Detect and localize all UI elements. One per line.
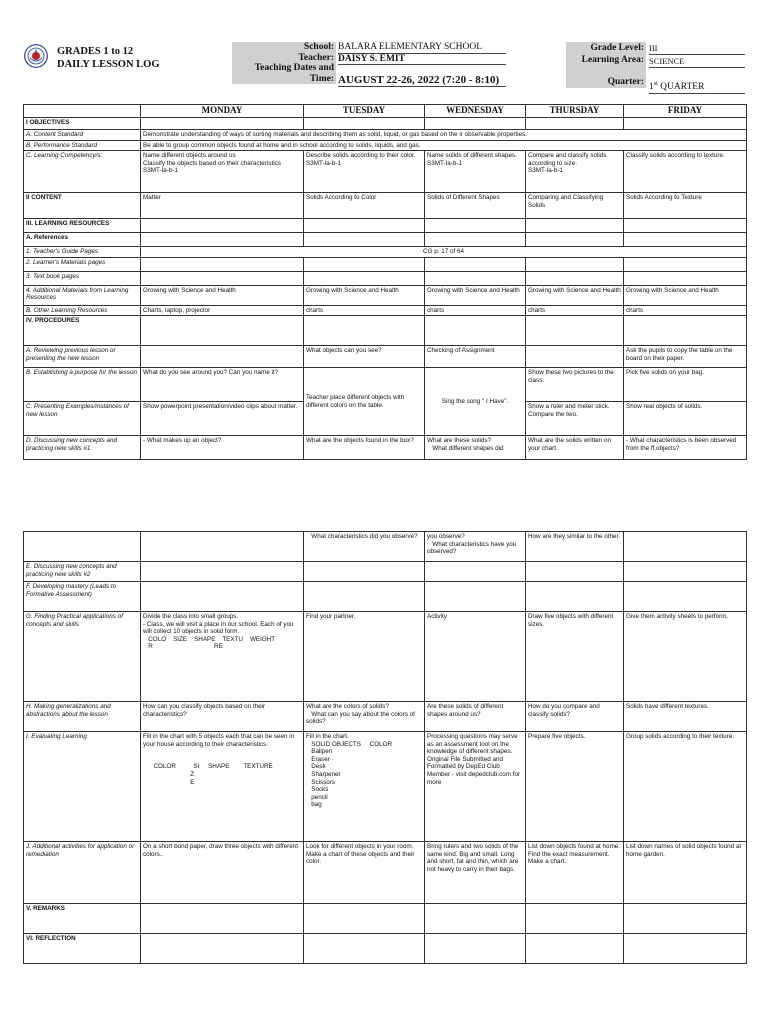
- continued-thursday: How are they similar to the other.: [526, 532, 624, 562]
- other-thursday: charts: [526, 305, 624, 316]
- table-row: [24, 562, 747, 582]
- step-a-monday: [141, 346, 304, 368]
- competency-wednesday: Name solids of different shapes. S3MT-Ia-b-1: [425, 151, 526, 193]
- table-row: [24, 247, 747, 258]
- step-e-label: E. Discussing new concepts and practicing new skills #2: [24, 562, 141, 582]
- step-g-wednesday: Activity: [425, 612, 526, 702]
- table-row: [24, 436, 747, 460]
- performance-standard-label: B. Performance Standard: [24, 140, 141, 151]
- step-j-tuesday: Look for different objects in your room. Make a chart of these objects and their color.: [304, 842, 425, 904]
- table-row: [24, 305, 747, 316]
- textbook-pages-label: 3. Text book pages: [24, 271, 141, 285]
- area-label: Learning Area:: [581, 55, 644, 65]
- step-d-friday: - What characteristics is been observed from the ff.objects?: [624, 436, 747, 460]
- step-j-monday: On a short bond paper, draw three objects with different colors..: [141, 842, 304, 904]
- area-value: SCIENCE: [649, 55, 745, 68]
- step-i-friday: Group solids according to their texture.: [624, 732, 747, 842]
- performance-standard-text: Be able to group common objects found at home and in school according to solids, liquids, and gas.: [141, 140, 747, 151]
- logo-text: [57, 45, 160, 71]
- additional-tuesday: Growing with Science and Health: [304, 285, 425, 305]
- content-thursday: Comparing and Classifying Solids: [526, 193, 624, 219]
- additional-materials-label: 4. Additional Materials from Learning Resources: [24, 285, 141, 305]
- additional-friday: Growing with Science and Health: [624, 285, 747, 305]
- step-h-label: H. Making generalizations and abstractions about the lesson: [24, 702, 141, 732]
- day-header-thursday: THURSDAY: [526, 105, 624, 118]
- step-h-thursday: How do you compare and classify solids?: [526, 702, 624, 732]
- grade-values: [649, 42, 745, 94]
- step-d-thursday: What are the solids written on your chart.: [526, 436, 624, 460]
- teacher-label: Teacher:: [298, 52, 334, 63]
- grade-value: III: [649, 42, 745, 55]
- school-label: School:: [303, 42, 334, 52]
- day-header-tuesday: TUESDAY: [304, 105, 425, 118]
- lesson-table-page-1: [23, 104, 747, 460]
- dates-label-2: Time:: [309, 73, 334, 84]
- quarter-value: 1st QUARTER: [649, 78, 745, 94]
- table-row: [24, 140, 747, 151]
- table-row: [24, 257, 747, 271]
- additional-monday: Growing with Science and Health: [141, 285, 304, 305]
- step-b-label: B. Establishing a purpose for the lesson: [24, 368, 141, 402]
- table-row: [24, 582, 747, 612]
- step-b-wednesday: Sing the song " I Have".: [425, 368, 526, 436]
- step-b-tuesday: Teacher place different objects with different colors on the table.: [304, 368, 425, 436]
- step-g-tuesday: Find your partner.: [304, 612, 425, 702]
- table-row: [24, 193, 747, 219]
- grade-labels: [566, 42, 646, 88]
- step-b-friday: Pick five solids on your bag.: [624, 368, 747, 402]
- logo-line-1: GRADES 1 to 12: [57, 46, 134, 57]
- other-wednesday: charts: [425, 305, 526, 316]
- content-standard-text: Demonstrate understanding of ways of sorting materials and describing them as solid, liquid, or gas based on the ir observable properties.: [141, 130, 747, 141]
- step-d-monday: - What makes up an object?: [141, 436, 304, 460]
- step-c-friday: Show real objects of solids.: [624, 402, 747, 436]
- day-header-monday: MONDAY: [141, 105, 304, 118]
- competency-friday: Classify solids according to texture.: [624, 151, 747, 193]
- table-row: [24, 271, 747, 285]
- step-g-label: G. Finding Practical applications of concepts and skills: [24, 612, 141, 702]
- table-row: [24, 732, 747, 842]
- table-row: [24, 842, 747, 904]
- step-j-thursday: List down objects found at home. Find the exact measurement. Make a chart.: [526, 842, 624, 904]
- step-j-label: J. Additional activities for application or remediation: [24, 842, 141, 904]
- step-i-tuesday: Fill in the chart. SOLID OBJECTS COLOR Ballpen Eraser Desk Sharpener Scissors Socks pencil bag: [304, 732, 425, 842]
- dates-value: AUGUST 22-26, 2022 (7:20 - 8:10): [338, 75, 506, 87]
- additional-thursday: Growing with Science and Health: [526, 285, 624, 305]
- references-label: A. References: [24, 233, 141, 247]
- table-row: [24, 233, 747, 247]
- competency-monday: Name different objects around us Classify the objects based on their characteristics S3MT-Ia-b-1: [141, 151, 304, 193]
- blank-cell: [24, 105, 141, 118]
- step-h-friday: Solids have different textures.: [624, 702, 747, 732]
- reflection-label: VI. REFLECTION: [24, 934, 141, 964]
- additional-wednesday: Growing with Science and Health: [425, 285, 526, 305]
- step-d-wednesday: What are these solids? What different shapes did: [425, 436, 526, 460]
- step-g-thursday: Draw five objects with different sizes.: [526, 612, 624, 702]
- table-row: [24, 532, 747, 562]
- other-tuesday: charts: [304, 305, 425, 316]
- step-a-label: A. Reviewing previous lesson or presenting the new lesson: [24, 346, 141, 368]
- step-a-wednesday: Checking of Assignment: [425, 346, 526, 368]
- competency-thursday: Compare and classify solids according to size. S3MT-Ia-b-1: [526, 151, 624, 193]
- step-j-friday: List down names of solid objects found at home garden.: [624, 842, 747, 904]
- step-h-monday: How can you classify objects based on their characteristics?: [141, 702, 304, 732]
- content-monday: Matter: [141, 193, 304, 219]
- deped-seal-icon: [24, 44, 48, 68]
- logo-line-2: DAILY LESSON LOG: [57, 59, 160, 70]
- continued-tuesday: What characteristics did you observe?: [304, 532, 425, 562]
- day-header-friday: FRIDAY: [624, 105, 747, 118]
- remarks-label: V. REMARKS: [24, 904, 141, 934]
- table-row: [24, 368, 747, 402]
- table-row: [24, 151, 747, 193]
- teachers-guide-pages: CG p. 17 of 64: [141, 247, 747, 258]
- lesson-table-page-2: [23, 531, 747, 964]
- day-header-wednesday: WEDNESDAY: [425, 105, 526, 118]
- continued-monday: [141, 532, 304, 562]
- continued-friday: [624, 532, 747, 562]
- header-values: [338, 42, 506, 87]
- step-d-tuesday: What are the objects found in the box?: [304, 436, 425, 460]
- step-i-label: I. Evaluating Learning: [24, 732, 141, 842]
- step-a-tuesday: What objects can you see?: [304, 346, 425, 368]
- content-label: II CONTENT: [24, 193, 141, 219]
- objectives-label: I OBJECTIVES: [24, 118, 141, 130]
- step-b-thursday: Show these two pictures to the class.: [526, 368, 624, 402]
- table-row: [24, 934, 747, 964]
- table-row: [24, 612, 747, 702]
- step-c-label: C. Presenting Examples/instances of new lesson: [24, 402, 141, 436]
- table-row: [24, 219, 747, 233]
- continued-wednesday: you observe? What characteristics have you observed?: [425, 532, 526, 562]
- table-row: [24, 285, 747, 305]
- table-row: [24, 118, 747, 130]
- step-h-tuesday: What are the colors of solids? What can you say about the colors of solids?: [304, 702, 425, 732]
- learners-materials-label: 2. Learner's Materials pages: [24, 257, 141, 271]
- content-standard-label: A. Content Standard: [24, 130, 141, 141]
- step-a-thursday: [526, 346, 624, 368]
- step-g-friday: Give them activity sheets to perform.: [624, 612, 747, 702]
- step-c-thursday: Show a ruler and meter stick. Compare the two.: [526, 402, 624, 436]
- procedures-label: IV. PROCEDURES: [24, 316, 141, 346]
- teacher-value: DAISY S. EMIT: [338, 54, 506, 66]
- table-row: [24, 316, 747, 346]
- quarter-label: Quarter:: [607, 77, 644, 87]
- step-b-monday: What do you see around you? Can you name it?: [141, 368, 304, 402]
- table-row: [24, 105, 747, 118]
- step-c-monday: Show powerpoint presentation/video clips about matter.: [141, 402, 304, 436]
- competency-tuesday: Describe solids according to their color. S3MT-Ia-b-1: [304, 151, 425, 193]
- step-i-thursday: Prepare five objects.: [526, 732, 624, 842]
- step-j-wednesday: Bring rulers and two solids of the same kind. Big and small. Long and short, fat and thin, which are not heavy to carry in their bags.: [425, 842, 526, 904]
- step-g-monday: Divide the class into small groups. - Class, we will visit a place in our school. Each of you will collect 10 objects in solid form. COLO SIZE SHAPE TEXTU WEIGHT R RE: [141, 612, 304, 702]
- step-h-wednesday: Are these solids of different shapes around us?: [425, 702, 526, 732]
- competency-label: C. Learning Competency/s:: [24, 151, 141, 193]
- step-i-wednesday: Processing questions may serve as an assessment tool on the knowledge of different shapes. Original File Submitted and Formatted by DepEd Club Member - visit depedclub.com for more: [425, 732, 526, 842]
- other-resources-label: B. Other Learning Resources: [24, 305, 141, 316]
- dates-label-1: Teaching Dates and: [254, 63, 334, 73]
- table-row: [24, 702, 747, 732]
- resources-label: III. LEARNING RESOURCES: [24, 219, 141, 233]
- content-wednesday: Solids of Different Shapes: [425, 193, 526, 219]
- table-row: [24, 346, 747, 368]
- step-i-monday: Fill in the chart with 5 objects each that can be seen in your house according to their characteristics. COLOR SI SHAPE TEXTURE Z E: [141, 732, 304, 842]
- header-labels: [232, 42, 336, 84]
- school-value: BALARA ELEMENTARY SCHOOL: [338, 42, 506, 54]
- table-row: [24, 904, 747, 934]
- grade-label: Grade Level:: [590, 43, 644, 53]
- other-monday: Charts, laptop, projector: [141, 305, 304, 316]
- step-f-label: F. Developing mastery (Leads to Formative Assessment): [24, 582, 141, 612]
- step-d-label: D. Discussing new concepts and practicing new skills #1: [24, 436, 141, 460]
- step-a-friday: Ask the pupils to copy the table on the board on their paper.: [624, 346, 747, 368]
- table-row: [24, 130, 747, 141]
- teachers-guide-label: 1. Teacher's Guide Pages: [24, 247, 141, 258]
- content-friday: Solids According to Texture: [624, 193, 747, 219]
- other-friday: charts: [624, 305, 747, 316]
- content-tuesday: Solids According to Color: [304, 193, 425, 219]
